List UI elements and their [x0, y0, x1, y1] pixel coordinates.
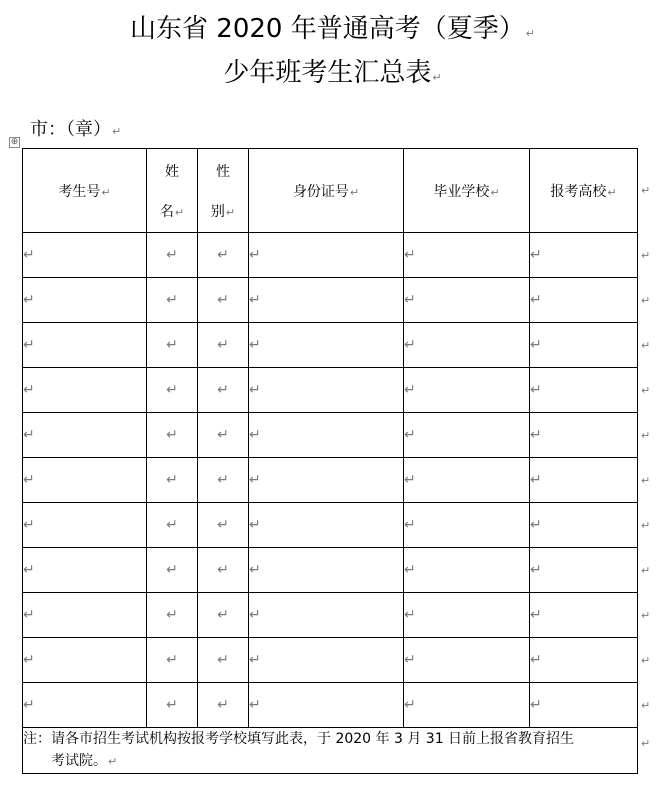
paragraph-mark-icon: ↵: [530, 652, 542, 668]
paragraph-mark-icon: ↵: [490, 185, 500, 199]
paragraph-mark-icon: ↵: [23, 382, 35, 398]
cell-gender[interactable]: [198, 593, 249, 638]
paragraph-mark-icon: ↵: [23, 517, 35, 533]
cell-graduation-school[interactable]: [404, 458, 530, 503]
cell-id-number[interactable]: [249, 413, 404, 458]
cell-id-number[interactable]: [249, 458, 404, 503]
header-graduation-school: 毕业学校↵: [404, 149, 530, 233]
cell-target-school[interactable]: [530, 368, 638, 413]
row-end-mark-icon: ↵: [641, 608, 651, 622]
table-note: 注：请各市招生考试机构按报考学校填写此表，于 2020 年 3 月 31 日前上报省教育招生 考试院。↵: [23, 728, 638, 774]
paragraph-mark-icon: ↵: [530, 697, 542, 713]
cell-target-school[interactable]: [530, 458, 638, 503]
paragraph-mark-icon: ↵: [525, 27, 535, 40]
paragraph-mark-icon: ↵: [530, 472, 542, 488]
paragraph-mark-icon: ↵: [217, 337, 229, 353]
table-row: [23, 278, 638, 323]
row-end-mark-icon: ↵: [641, 698, 651, 712]
cell-name[interactable]: [147, 413, 198, 458]
cell-target-school[interactable]: [530, 548, 638, 593]
paragraph-mark-icon: ↵: [404, 247, 416, 263]
header-exam-id: 考生号↵: [23, 149, 147, 233]
cell-target-school[interactable]: [530, 593, 638, 638]
cell-gender[interactable]: [198, 638, 249, 683]
cell-id-number[interactable]: [249, 233, 404, 278]
cell-target-school[interactable]: [530, 683, 638, 728]
row-end-mark-icon: ↵: [641, 184, 651, 197]
paragraph-mark-icon: ↵: [108, 755, 118, 768]
paragraph-mark-icon: ↵: [174, 205, 185, 219]
cell-id-number[interactable]: [249, 368, 404, 413]
row-end-mark-icon: ↵: [641, 518, 651, 532]
summary-table: [22, 148, 638, 774]
table-note-row: [23, 728, 638, 774]
cell-exam-id[interactable]: [23, 548, 147, 593]
paragraph-mark-icon: ↵: [249, 697, 261, 713]
paragraph-mark-icon: ↵: [249, 472, 261, 488]
cell-graduation-school[interactable]: [404, 593, 530, 638]
header-gender: 性 别↵: [198, 149, 249, 233]
cell-exam-id[interactable]: [23, 413, 147, 458]
paragraph-mark-icon: ↵: [101, 185, 111, 199]
paragraph-mark-icon: ↵: [23, 427, 35, 443]
paragraph-mark-icon: ↵: [166, 697, 178, 713]
paragraph-mark-icon: ↵: [217, 562, 229, 578]
row-end-mark-icon: ↵: [641, 737, 651, 750]
cell-id-number[interactable]: [249, 278, 404, 323]
cell-name[interactable]: [147, 683, 198, 728]
cell-name[interactable]: [147, 458, 198, 503]
city-seal-label: 市：（章）↵: [30, 119, 122, 140]
paragraph-mark-icon: ↵: [217, 652, 229, 668]
paragraph-mark-icon: ↵: [217, 607, 229, 623]
paragraph-mark-icon: ↵: [166, 517, 178, 533]
header-name: 姓 名↵: [147, 149, 198, 233]
cell-name[interactable]: [147, 278, 198, 323]
paragraph-mark-icon: ↵: [249, 382, 261, 398]
paragraph-mark-icon: ↵: [404, 472, 416, 488]
cell-name[interactable]: [147, 503, 198, 548]
cell-exam-id[interactable]: [23, 323, 147, 368]
paragraph-mark-icon: ↵: [404, 562, 416, 578]
cell-target-school[interactable]: [530, 233, 638, 278]
paragraph-mark-icon: ↵: [166, 427, 178, 443]
paragraph-mark-icon: ↵: [217, 472, 229, 488]
table-row: [23, 683, 638, 728]
cell-gender[interactable]: [198, 683, 249, 728]
cell-name[interactable]: [147, 323, 198, 368]
row-end-mark-icon: ↵: [641, 293, 651, 307]
document-title-line1: 山东省 2020 年普通高考（夏季）↵: [130, 14, 535, 44]
row-end-mark-icon: ↵: [641, 383, 651, 397]
cell-gender[interactable]: [198, 413, 249, 458]
cell-name[interactable]: [147, 548, 198, 593]
cell-gender[interactable]: [198, 548, 249, 593]
paragraph-mark-icon: ↵: [249, 247, 261, 263]
cell-gender[interactable]: [198, 278, 249, 323]
cell-graduation-school[interactable]: [404, 503, 530, 548]
cell-exam-id[interactable]: [23, 638, 147, 683]
paragraph-mark-icon: ↵: [23, 652, 35, 668]
cell-target-school[interactable]: [530, 278, 638, 323]
cell-target-school[interactable]: [530, 503, 638, 548]
cell-gender[interactable]: [198, 458, 249, 503]
paragraph-mark-icon: ↵: [217, 247, 229, 263]
cell-target-school[interactable]: [530, 323, 638, 368]
row-end-mark-icon: ↵: [641, 473, 651, 487]
cell-graduation-school[interactable]: [404, 548, 530, 593]
table-row: [23, 323, 638, 368]
paragraph-mark-icon: ↵: [217, 292, 229, 308]
table-row: [23, 413, 638, 458]
cell-id-number[interactable]: [249, 638, 404, 683]
cell-graduation-school[interactable]: [404, 638, 530, 683]
table-row: [23, 593, 638, 638]
cell-name[interactable]: [147, 368, 198, 413]
cell-id-number[interactable]: [249, 503, 404, 548]
paragraph-mark-icon: ↵: [23, 247, 35, 263]
paragraph-mark-icon: ↵: [432, 71, 442, 84]
paragraph-mark-icon: ↵: [166, 337, 178, 353]
cell-exam-id[interactable]: [23, 368, 147, 413]
cell-id-number[interactable]: [249, 323, 404, 368]
paragraph-mark-icon: ↵: [404, 607, 416, 623]
cell-id-number[interactable]: [249, 683, 404, 728]
cell-name[interactable]: [147, 638, 198, 683]
paragraph-mark-icon: ↵: [249, 652, 261, 668]
table-row: [23, 503, 638, 548]
paragraph-mark-icon: ↵: [166, 292, 178, 308]
table-move-handle-icon[interactable]: ⊕: [10, 137, 19, 147]
paragraph-mark-icon: ↵: [530, 247, 542, 263]
cell-graduation-school[interactable]: [404, 278, 530, 323]
paragraph-mark-icon: ↵: [349, 185, 360, 199]
paragraph-mark-icon: ↵: [404, 517, 416, 533]
cell-name[interactable]: [147, 593, 198, 638]
cell-gender[interactable]: [198, 503, 249, 548]
paragraph-mark-icon: ↵: [607, 185, 617, 199]
cell-name[interactable]: [147, 233, 198, 278]
cell-target-school[interactable]: [530, 413, 638, 458]
row-end-mark-icon: ↵: [641, 338, 651, 352]
cell-graduation-school[interactable]: [404, 413, 530, 458]
cell-gender[interactable]: [198, 323, 249, 368]
row-end-mark-icon: ↵: [641, 563, 651, 577]
paragraph-mark-icon: ↵: [530, 337, 542, 353]
paragraph-mark-icon: ↵: [404, 697, 416, 713]
paragraph-mark-icon: ↵: [217, 517, 229, 533]
paragraph-mark-icon: ↵: [530, 382, 542, 398]
paragraph-mark-icon: ↵: [249, 562, 261, 578]
paragraph-mark-icon: ↵: [249, 607, 261, 623]
paragraph-mark-icon: ↵: [166, 607, 178, 623]
table-row: [23, 233, 638, 278]
row-end-mark-icon: ↵: [641, 653, 651, 667]
paragraph-mark-icon: ↵: [166, 652, 178, 668]
paragraph-mark-icon: ↵: [530, 562, 542, 578]
cell-exam-id[interactable]: [23, 233, 147, 278]
paragraph-mark-icon: ↵: [530, 427, 542, 443]
cell-gender[interactable]: [198, 368, 249, 413]
paragraph-mark-icon: ↵: [530, 517, 542, 533]
cell-exam-id[interactable]: [23, 683, 147, 728]
paragraph-mark-icon: ↵: [23, 472, 35, 488]
table-row: [23, 638, 638, 683]
cell-gender[interactable]: [198, 233, 249, 278]
paragraph-mark-icon: ↵: [217, 427, 229, 443]
paragraph-mark-icon: ↵: [166, 382, 178, 398]
table-row: [23, 368, 638, 413]
document-title-line2: 少年班考生汇总表↵: [223, 58, 442, 88]
paragraph-mark-icon: ↵: [23, 697, 35, 713]
paragraph-mark-icon: ↵: [23, 292, 35, 308]
paragraph-mark-icon: ↵: [530, 607, 542, 623]
cell-id-number[interactable]: [249, 548, 404, 593]
paragraph-mark-icon: ↵: [249, 292, 261, 308]
cell-graduation-school[interactable]: [404, 368, 530, 413]
paragraph-mark-icon: ↵: [23, 337, 35, 353]
paragraph-mark-icon: ↵: [249, 517, 261, 533]
header-target-school: 报考高校↵: [530, 149, 638, 233]
cell-graduation-school[interactable]: [404, 683, 530, 728]
cell-graduation-school[interactable]: [404, 323, 530, 368]
paragraph-mark-icon: ↵: [166, 472, 178, 488]
paragraph-mark-icon: ↵: [225, 205, 236, 219]
paragraph-mark-icon: ↵: [166, 247, 178, 263]
cell-exam-id[interactable]: [23, 458, 147, 503]
cell-exam-id[interactable]: [23, 593, 147, 638]
cell-exam-id[interactable]: [23, 278, 147, 323]
row-end-mark-icon: ↵: [641, 248, 651, 262]
paragraph-mark-icon: ↵: [404, 337, 416, 353]
paragraph-mark-icon: ↵: [217, 697, 229, 713]
cell-id-number[interactable]: [249, 593, 404, 638]
paragraph-mark-icon: ↵: [166, 562, 178, 578]
paragraph-mark-icon: ↵: [404, 652, 416, 668]
table-header-row: [23, 149, 638, 233]
paragraph-mark-icon: ↵: [530, 292, 542, 308]
cell-exam-id[interactable]: [23, 503, 147, 548]
paragraph-mark-icon: ↵: [23, 607, 35, 623]
table-row: [23, 458, 638, 503]
paragraph-mark-icon: ↵: [249, 427, 261, 443]
cell-target-school[interactable]: [530, 638, 638, 683]
paragraph-mark-icon: ↵: [249, 337, 261, 353]
cell-graduation-school[interactable]: [404, 233, 530, 278]
paragraph-mark-icon: ↵: [404, 292, 416, 308]
table-row: [23, 548, 638, 593]
paragraph-mark-icon: ↵: [23, 562, 35, 578]
row-end-mark-icon: ↵: [641, 428, 651, 442]
paragraph-mark-icon: ↵: [112, 125, 122, 138]
paragraph-mark-icon: ↵: [404, 382, 416, 398]
paragraph-mark-icon: ↵: [404, 427, 416, 443]
header-id-number: 身份证号↵: [249, 149, 404, 233]
paragraph-mark-icon: ↵: [217, 382, 229, 398]
